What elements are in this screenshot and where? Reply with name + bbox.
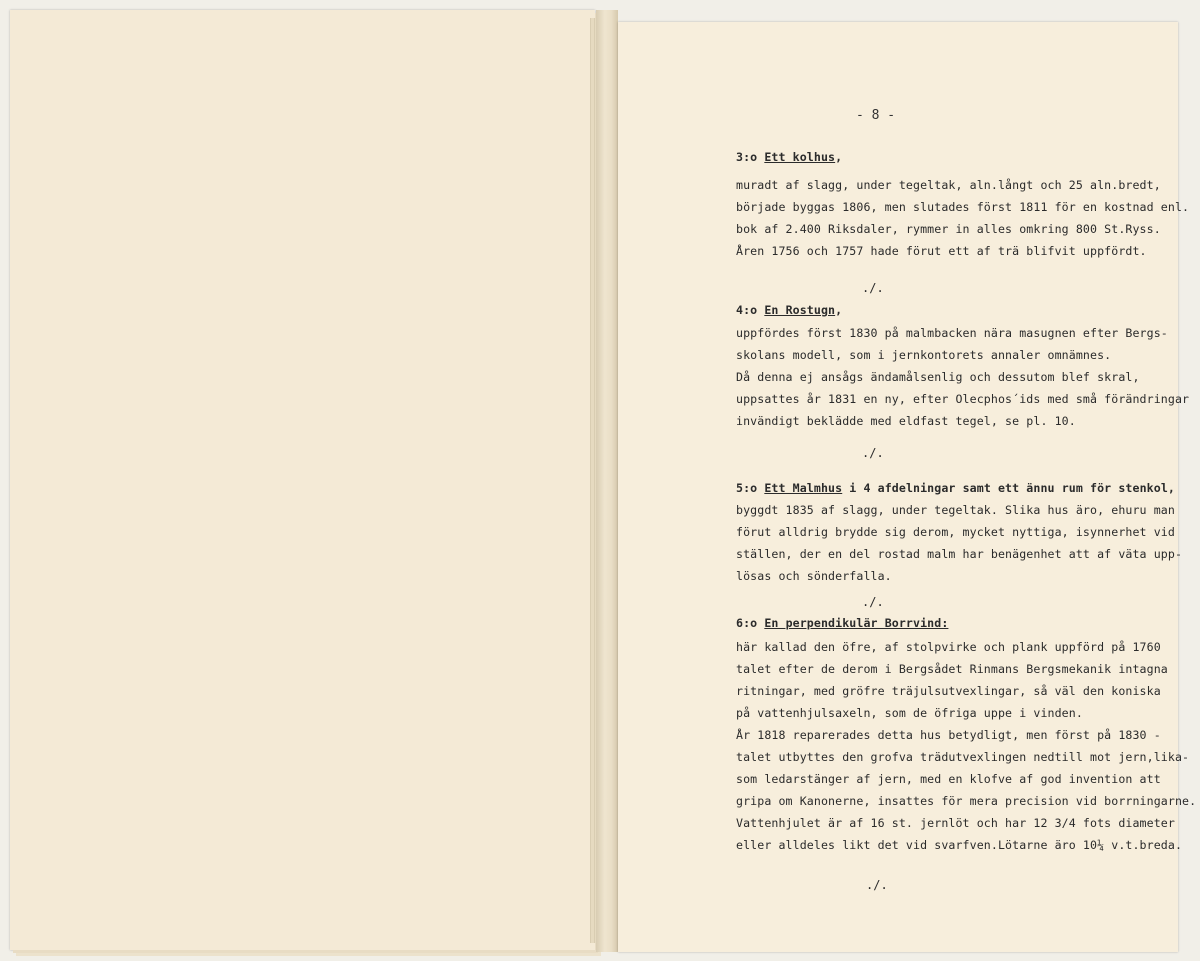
body-line: uppfördes först 1830 på malmbacken nära masugnen efter Bergs- xyxy=(736,326,1168,340)
body-line: muradt af slagg, under tegeltak, aln.långt och 25 aln.bredt, xyxy=(736,178,1161,192)
section-number: 6:o xyxy=(736,616,765,630)
section-heading xyxy=(736,150,842,164)
body-line: Vattenhjulet är af 16 st. jernlöt och har 12 3/4 fots diameter xyxy=(736,816,1175,830)
body-line: bok af 2.400 Riksdaler, rymmer in alles omkring 800 St.Ryss. xyxy=(736,222,1161,236)
book-spine xyxy=(596,10,618,952)
bleed-through-text xyxy=(10,10,595,950)
section-number: 3:o xyxy=(736,150,765,164)
body-line: lösas och sönderfalla. xyxy=(736,569,892,583)
body-line: invändigt beklädde med eldfast tegel, se pl. 10. xyxy=(736,414,1076,428)
section-heading xyxy=(736,481,1175,495)
body-line: som ledarstänger af jern, med en klofve af god invention att xyxy=(736,772,1161,786)
section-title-suffix: , xyxy=(835,150,843,164)
body-line: byggdt 1835 af slagg, under tegeltak. Slika hus äro, ehuru man xyxy=(736,503,1175,517)
section-number: 5:o xyxy=(736,481,765,495)
body-line: började byggas 1806, men slutades först 1811 för en kostnad enl. xyxy=(736,200,1190,214)
section-number: 4:o xyxy=(736,303,765,317)
body-line: skolans modell, som i jernkontorets annaler omnämnes. xyxy=(736,348,1112,362)
body-line: talet efter de derom i Bergsådet Rinmans Bergsmekanik intagna xyxy=(736,662,1168,676)
section-title: Ett kolhus xyxy=(764,150,836,164)
body-line: Då denna ej ansågs ändamålsenlig och dessutom blef skral, xyxy=(736,370,1140,384)
section-title-suffix: i 4 afdelningar samt ett ännu rum för stenkol, xyxy=(842,481,1175,495)
left-page xyxy=(10,10,595,950)
section-separator: ./. xyxy=(862,446,884,460)
body-line: uppsattes år 1831 en ny, efter Olecphos´ids med små förändringar xyxy=(736,392,1190,406)
section-separator: ./. xyxy=(862,595,884,609)
body-line: eller alldeles likt det vid svarfven.Lötarne äro 10¼ v.t.breda. xyxy=(736,838,1183,852)
page-number: - 8 - xyxy=(856,108,896,123)
section-heading xyxy=(736,303,842,317)
body-line: År 1818 reparerades detta hus betydligt, men först på 1830 - xyxy=(736,728,1161,742)
section-heading xyxy=(736,616,948,630)
section-title: En perpendikulär Borrvind: xyxy=(764,616,949,630)
section-title-suffix: , xyxy=(835,303,843,317)
body-line: Åren 1756 och 1757 hade förut ett af trä blifvit uppfördt. xyxy=(736,244,1147,258)
body-line: förut alldrig brydde sig derom, mycket nyttiga, isynnerhet vid xyxy=(736,525,1175,539)
body-line: talet utbyttes den grofva trädutvexlingen nedtill mot jern,lika- xyxy=(736,750,1190,764)
body-line: på vattenhjulsaxeln, som de öfriga uppe i vinden. xyxy=(736,706,1083,720)
section-separator: ./. xyxy=(862,281,884,295)
body-line: ställen, der en del rostad malm har benägenhet att af väta upp- xyxy=(736,547,1183,561)
body-line: gripa om Kanonerne, insattes för mera precision vid borrningarne. xyxy=(736,794,1197,808)
body-line: här kallad den öfre, af stolpvirke och plank uppförd på 1760 xyxy=(736,640,1161,654)
body-line: ritningar, med gröfre träjulsutvexlingar, så väl den koniska xyxy=(736,684,1161,698)
section-title: En Rostugn xyxy=(764,303,836,317)
section-separator: ./. xyxy=(866,878,888,892)
section-title: Ett Malmhus xyxy=(764,481,843,495)
